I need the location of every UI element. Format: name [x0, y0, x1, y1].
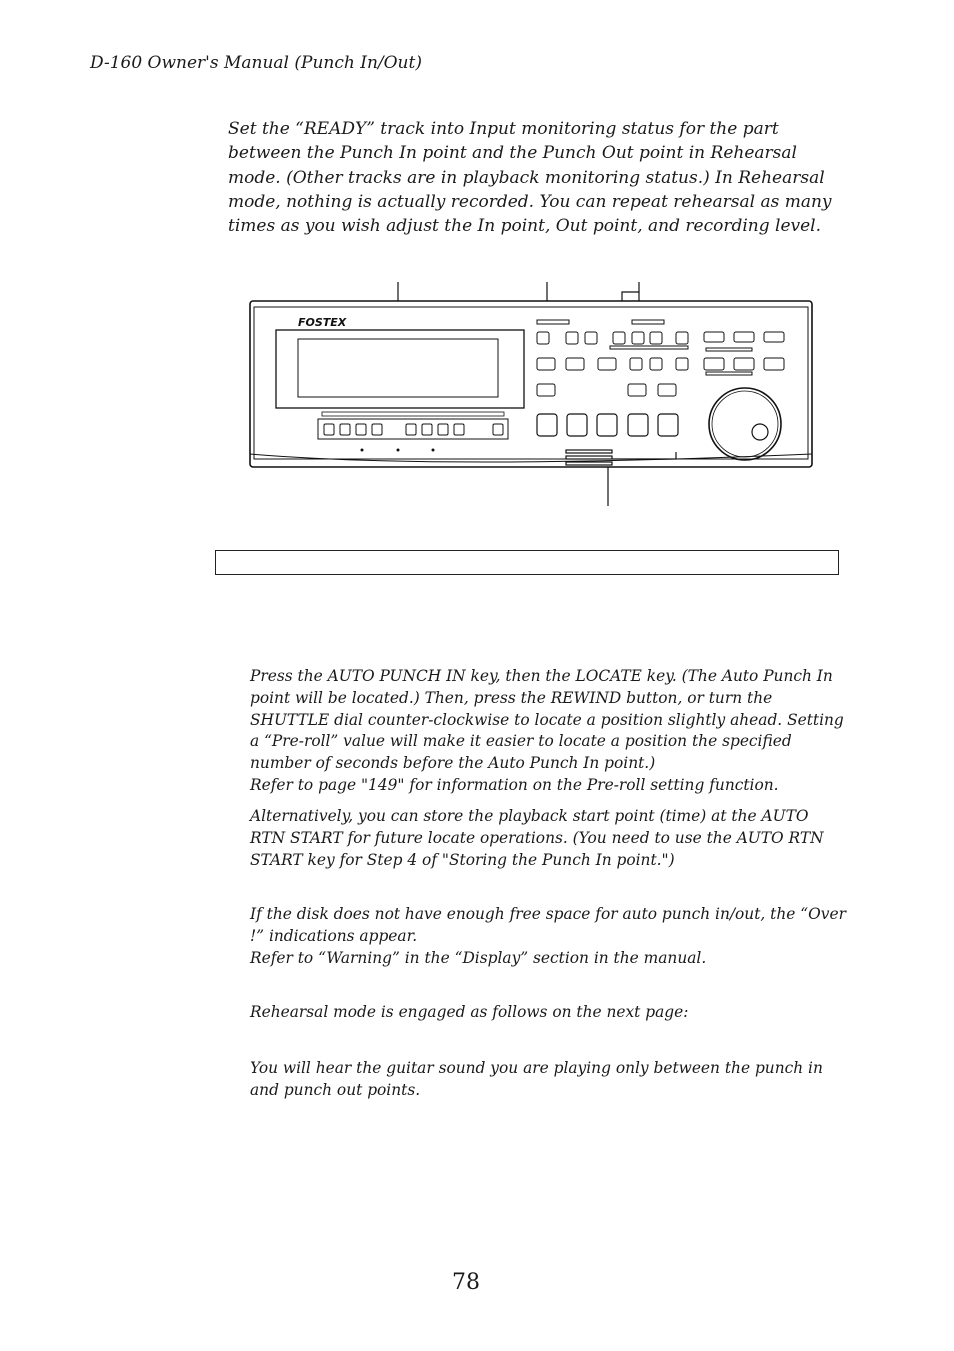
rehearsal-note: Rehearsal mode is engaged as follows on the next page:: [250, 1003, 689, 1021]
warning-reference: Refer to “Warning” in the “Display” section in the manual.: [250, 948, 707, 967]
disk-space-paragraph: If the disk does not have enough free space for auto punch in/out, the “Over !” indications appear.: [250, 905, 846, 945]
preroll-reference: Refer to page "149" for information on the Pre-roll setting function.: [250, 775, 779, 794]
disk-space-note: [250, 904, 846, 969]
section-title-box: [215, 550, 839, 575]
guitar-note: You will hear the guitar sound you are playing only between the punch in and punch out points.: [250, 1059, 823, 1099]
alternative-note: Alternatively, you can store the playback start point (time) at the AUTO RTN START for future locate operations. (You need to use the AUTO RTN START key for Step 4 of "Storing the Punch In point."): [250, 807, 824, 869]
intro-paragraph: Set the “READY” track into Input monitoring status for the part between the Punch In point and the Punch Out point in Rehearsal mode. (Other tracks are in playback monitoring status.) In Rehearsal mode, nothing is actually recorded. You can repeat rehearsal as many times as you wish adjust the In point, Out point, and recording level.: [228, 119, 832, 237]
running-header: D-160 Owner's Manual (Punch In/Out): [90, 53, 422, 73]
locate-paragraph: Press the AUTO PUNCH IN key, then the LOCATE key. (The Auto Punch In point will be located.) Then, press the REWIND button, or turn the SHUTTLE dial counter-clockwise to locate a position slightly ahead. Setting a “Pre-roll” value will make it easier to locate a position the specified number of seconds before the Auto Punch In point.): [250, 667, 844, 773]
front-panel-illustration: [240, 276, 820, 510]
locate-instructions: [250, 666, 846, 797]
brand-logo: FOSTEX: [298, 316, 347, 329]
page-number: 78: [452, 1270, 480, 1295]
